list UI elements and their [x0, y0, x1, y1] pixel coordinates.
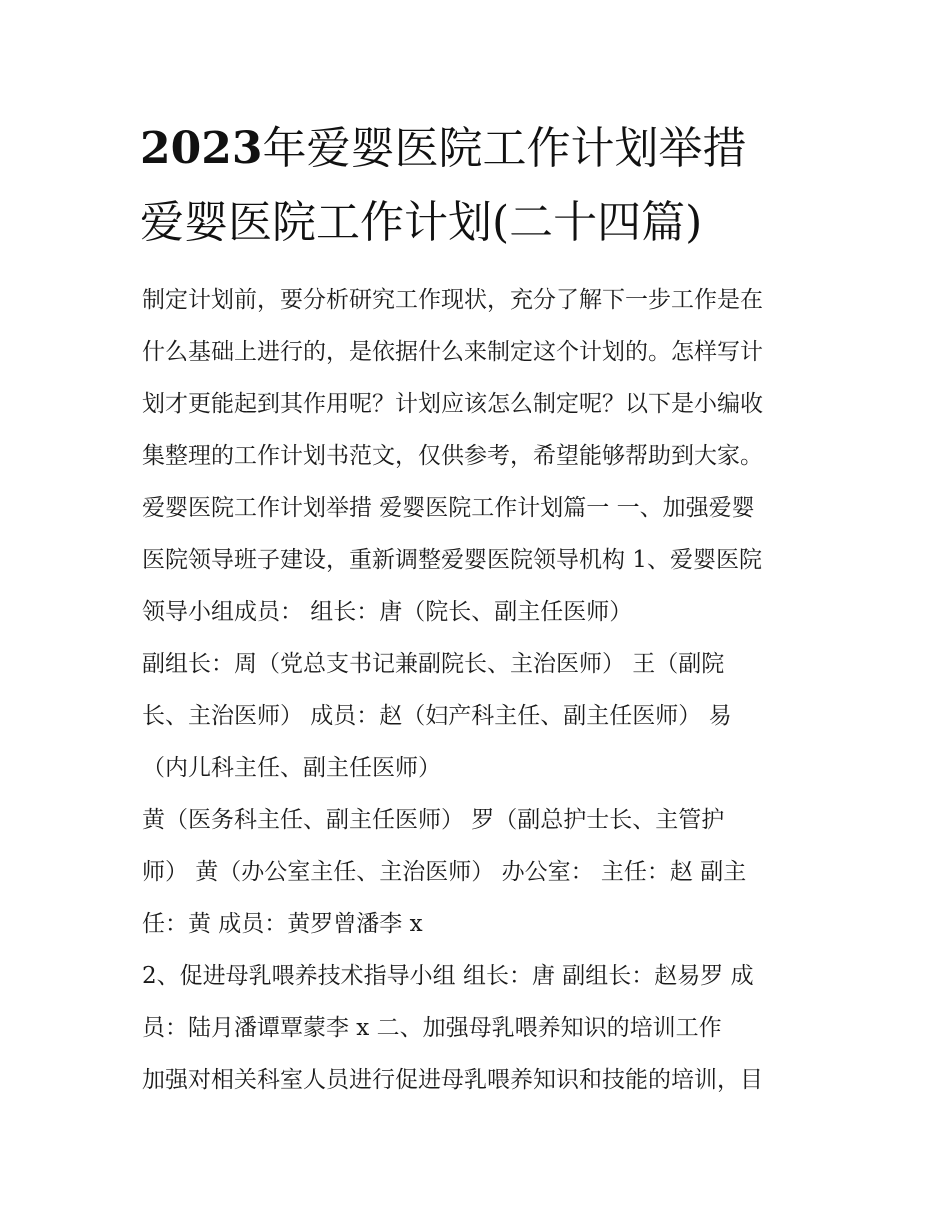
body-line: 医院领导班子建设，重新调整爱婴医院领导机构 1、爱婴医院 [142, 547, 762, 573]
body-line: 副组长：周（党总支书记兼副院长、主治医师） 王（副院 [142, 651, 725, 677]
body-line: 划才更能起到其作用呢？计划应该怎么制定呢？以下是小编收 [142, 391, 763, 417]
body-line: 师） 黄（办公室主任、主治医师） 办公室： 主任：赵 副主 [142, 859, 747, 885]
body-line: 爱婴医院工作计划举措 爱婴医院工作计划篇一 一、加强爱婴 [142, 495, 755, 521]
body-line: 2、促进母乳喂养技术指导小组 组长：唐 副组长：赵易罗 成 [142, 963, 754, 989]
body-line: 任：黄 成员：黄罗曾潘李 x [142, 911, 423, 937]
body-line: 长、主治医师） 成员：赵（妇产科主任、副主任医师） 易 [142, 703, 732, 729]
document-title-line-2: 爱婴医院工作计划(二十四篇) [140, 197, 703, 248]
body-line: （内儿科主任、副主任医师） [142, 755, 441, 781]
document-title-line-1 [140, 123, 840, 174]
body-line: 加强对相关科室人员进行促进母乳喂养知识和技能的培训，目 [142, 1067, 763, 1093]
body-line: 制定计划前，要分析研究工作现状，充分了解下一步工作是在 [142, 287, 763, 313]
title-year: 2023 [140, 123, 263, 174]
body-line: 黄（医务科主任、副主任医师） 罗（副总护士长、主管护 [142, 807, 725, 833]
document-body [142, 282, 842, 1114]
body-line: 什么基础上进行的，是依据什么来制定这个计划的。怎样写计 [142, 339, 763, 365]
body-line: 员：陆月潘谭覃蒙李 x 二、加强母乳喂养知识的培训工作 [142, 1015, 722, 1041]
body-line: 领导小组成员： 组长：唐（院长、副主任医师） [142, 599, 633, 625]
body-line: 集整理的工作计划书范文，仅供参考，希望能够帮助到大家。 [142, 443, 763, 469]
title-line-1-rest: 年爱婴医院工作计划举措 [262, 123, 747, 174]
